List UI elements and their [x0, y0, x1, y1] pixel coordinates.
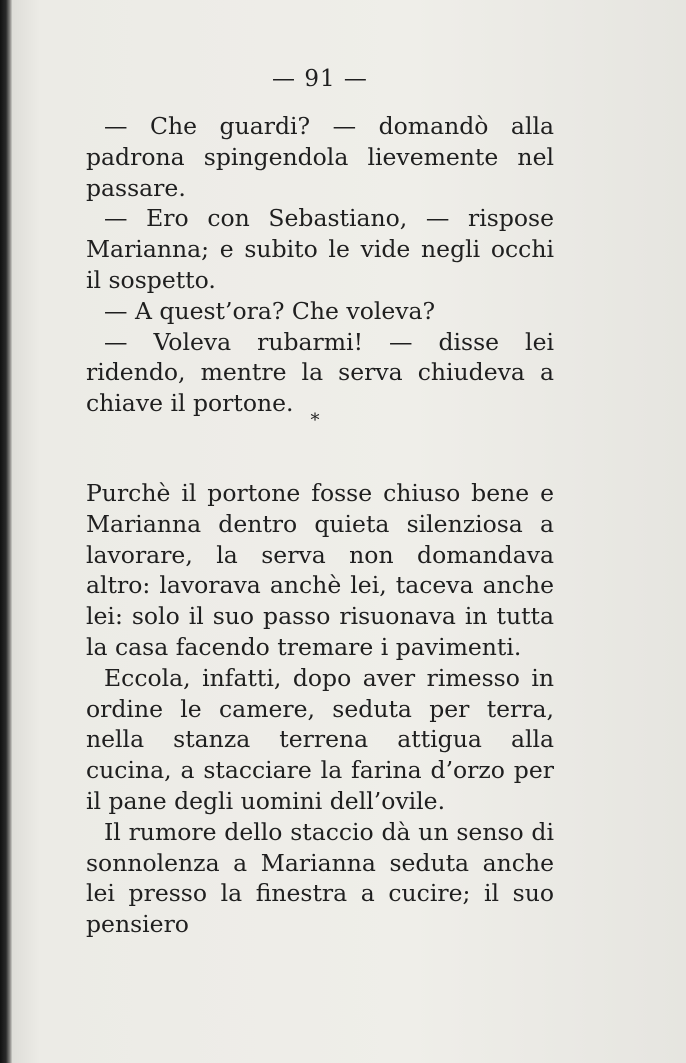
paragraph: — Ero con Sebastiano, — rispose Marianna; e subito le vide negli occhi il sospetto. [86, 204, 554, 294]
section-separator: * [310, 410, 320, 431]
narrative-section [86, 478, 554, 940]
paragraph: Purchè il portone fosse chiuso bene e Marianna dentro quieta silenziosa a lavorare, la serva non domandava altro: lavorava anchè lei, taceva anche lei: solo il suo passo risuonava in tutta la casa facendo tremare i pavimenti. [86, 479, 554, 661]
paragraph: — Voleva rubarmi! — disse lei ridendo, mentre la serva chiudeva a chiave il portone. [86, 327, 554, 418]
dialogue-section [86, 111, 554, 419]
page-number: — 91 — [272, 66, 368, 92]
paragraph: — Che guardi? — domandò alla padrona spingendola lievemente nel passare. [86, 112, 554, 202]
book-spine-shadow [0, 0, 12, 1063]
paragraph: Il rumore dello staccio dà un senso di sonnolenza a Marianna seduta anche lei presso la finestra a cucire; il suo pensiero [86, 817, 554, 939]
paragraph: Eccola, infatti, dopo aver rimesso in ordine le camere, seduta per terra, nella stanza terrena attigua alla cucina, a stacciare la farina d’orzo per il pane degli uomini dell’ovile. [86, 663, 554, 815]
paragraph: — A quest’ora? Che voleva? [104, 296, 436, 325]
